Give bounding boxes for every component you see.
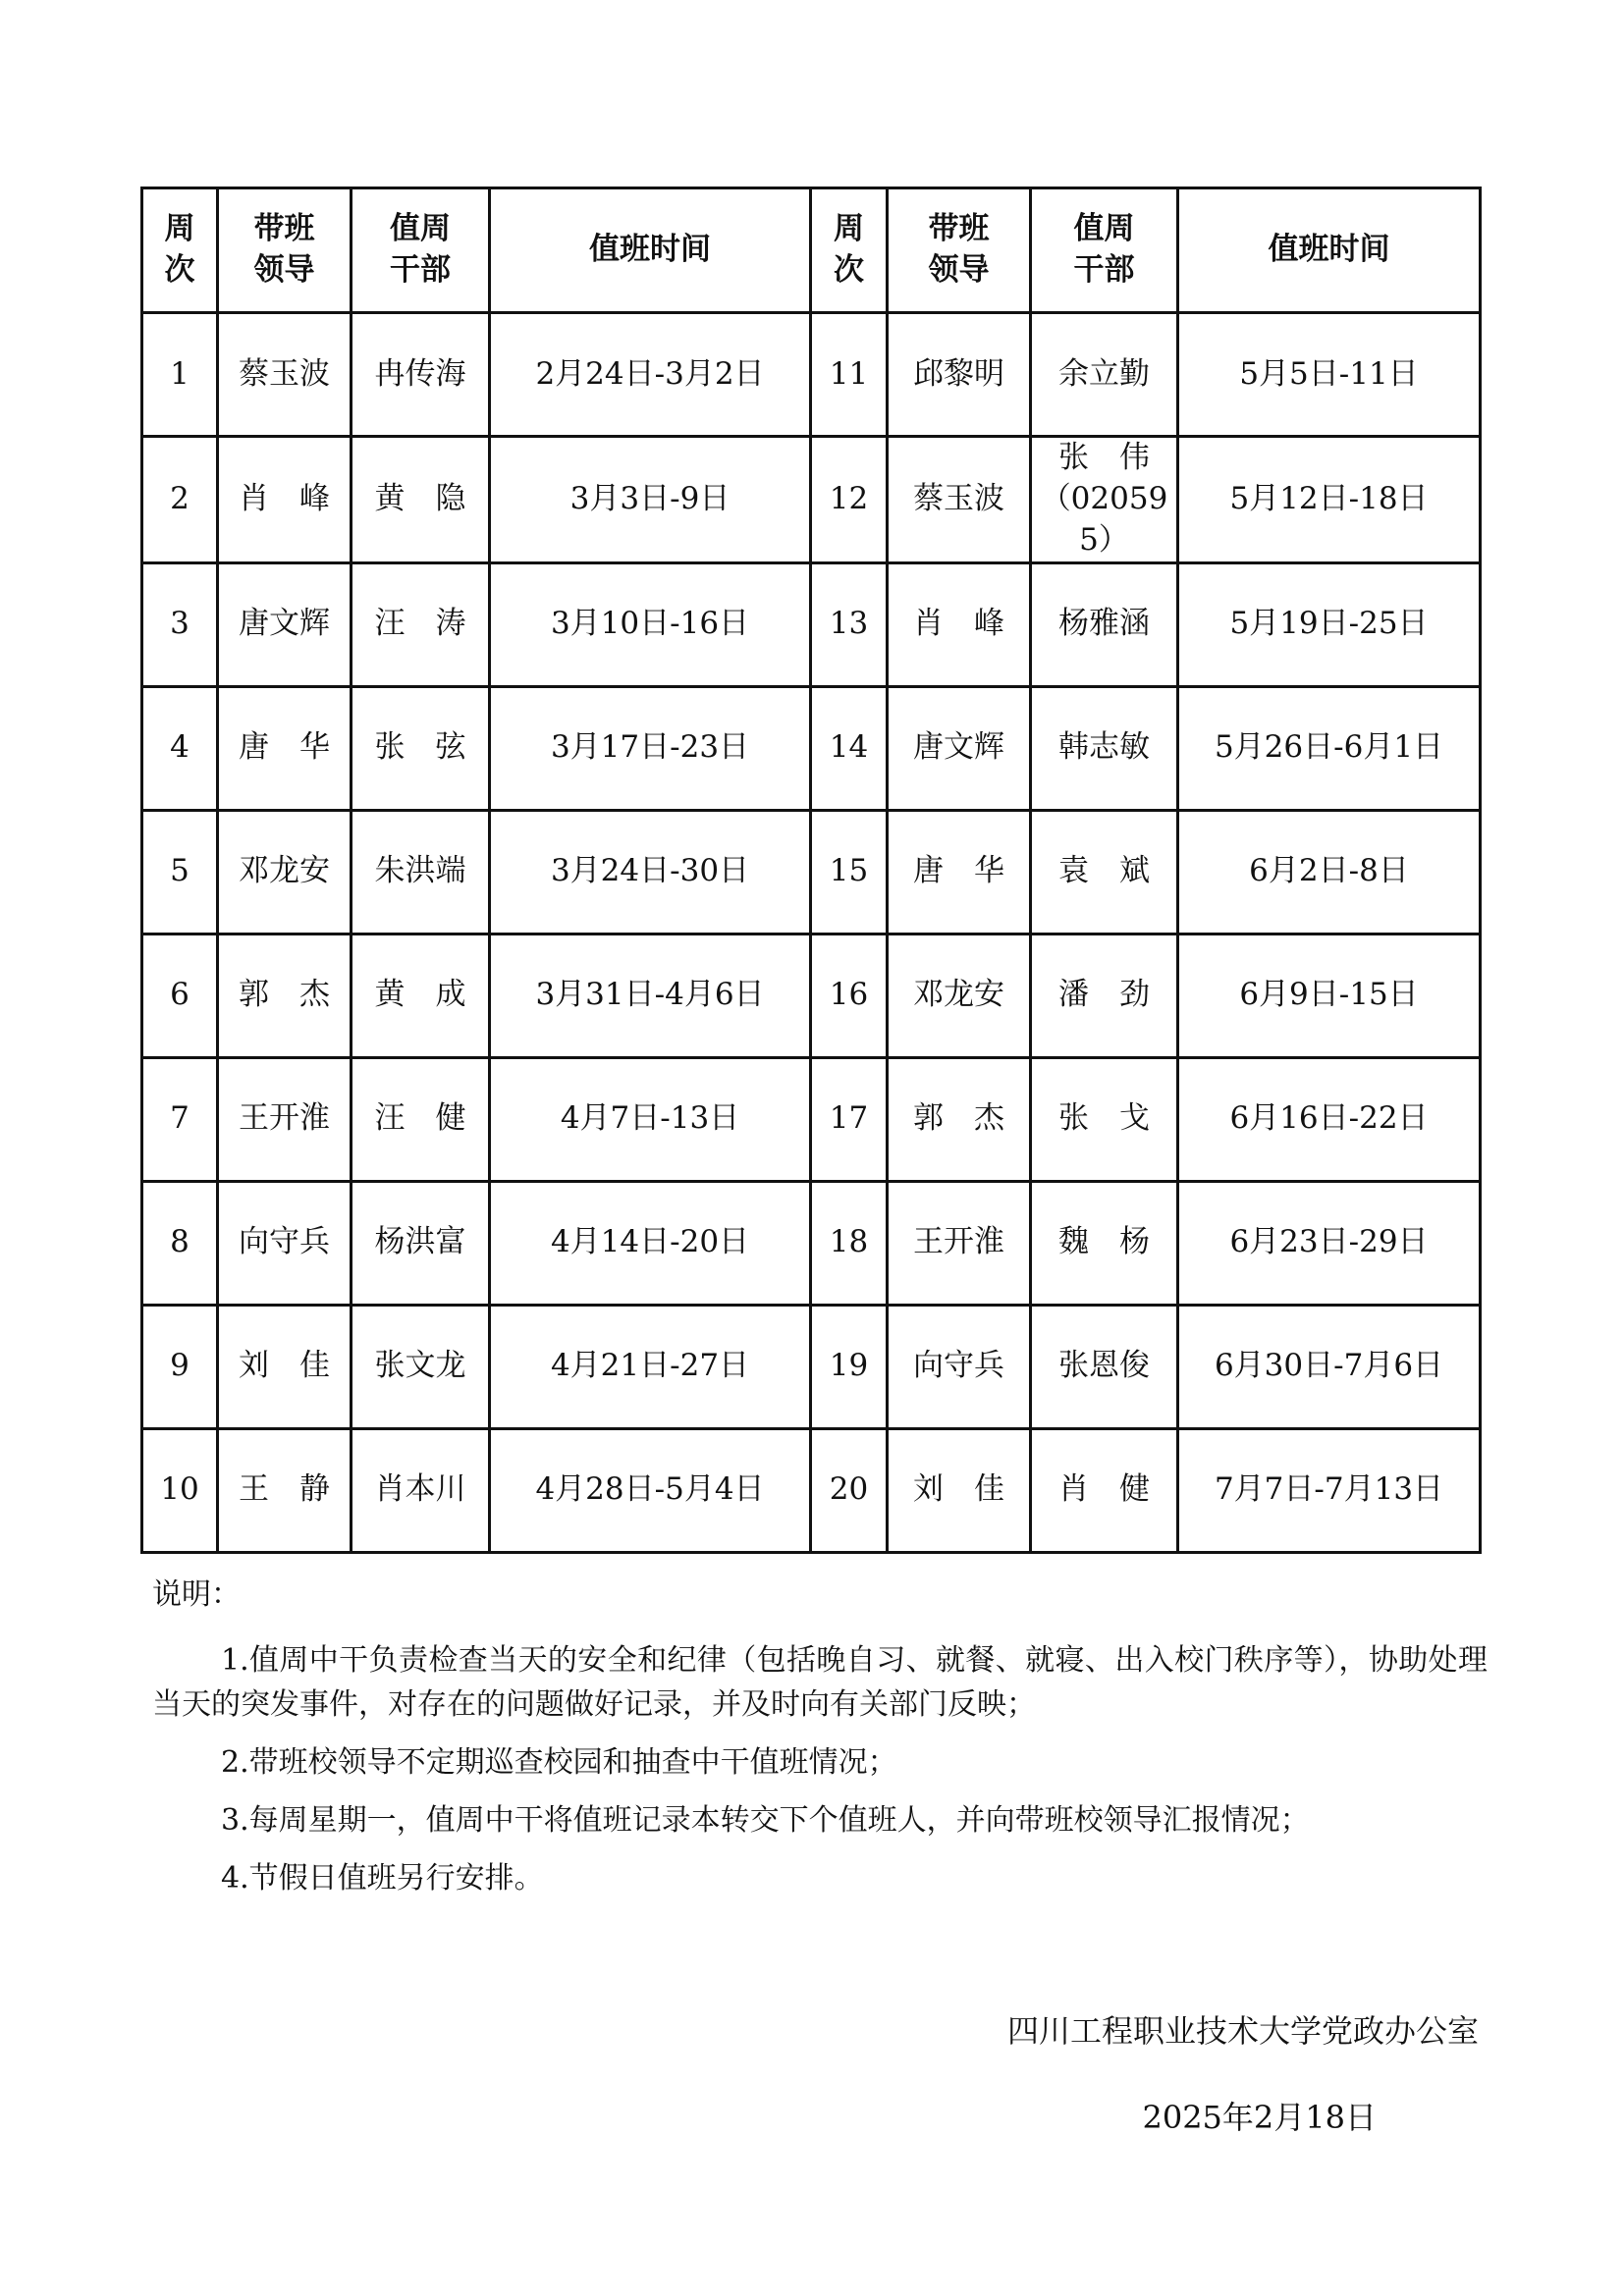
week-number: 8 — [170, 1224, 189, 1260]
duty-cadre-cell — [1031, 934, 1178, 1057]
duty-leader-cell — [218, 1428, 352, 1552]
table-row — [142, 1181, 1481, 1305]
duty-leader-cell — [218, 934, 352, 1057]
header-week-right — [811, 188, 888, 313]
duty-period: 3月24日-30日 — [550, 853, 750, 889]
duty-leader: 唐 华 — [913, 853, 1004, 889]
duty-leader-cell — [218, 313, 352, 437]
issue-date: 2025年2月18日 — [1142, 2099, 1377, 2136]
duty-leader: 刘 佳 — [913, 1471, 1004, 1508]
duty-period: 4月21日-27日 — [550, 1348, 750, 1384]
duty-leader-cell — [888, 810, 1031, 934]
duty-period: 4月28日-5月4日 — [535, 1471, 765, 1508]
week-number-cell — [142, 810, 218, 934]
week-number-cell — [811, 562, 888, 686]
notes-title: 说明： — [152, 1577, 241, 1612]
table-row — [142, 934, 1481, 1057]
duty-cadre-cell — [352, 1181, 490, 1305]
week-number-cell — [142, 1305, 218, 1428]
duty-cadre-cell — [1031, 686, 1178, 810]
header-label: 值班时间 — [1268, 232, 1390, 268]
duty-leader: 郭 杰 — [913, 1100, 1004, 1137]
week-number: 20 — [829, 1471, 869, 1508]
duty-period-cell — [490, 313, 811, 437]
duty-leader-cell — [218, 810, 352, 934]
duty-leader-cell — [888, 686, 1031, 810]
week-number-cell — [811, 313, 888, 437]
duty-period-cell — [1178, 934, 1481, 1057]
week-number-cell — [811, 1428, 888, 1552]
duty-cadre: 冉传海 — [374, 355, 466, 392]
duty-cadre: 黄 隐 — [374, 480, 466, 516]
duty-period-cell — [490, 686, 811, 810]
duty-period: 6月2日-8日 — [1249, 853, 1409, 889]
table-row — [142, 1428, 1481, 1552]
note-item-1: 1.值周中干负责检查当天的安全和纪律（包括晚自习、就餐、就寝、出入校门秩序等），协助处理当天的突发事件，对存在的问题做好记录，并及时向有关部门反映； — [152, 1643, 1488, 1722]
duty-cadre: 袁 斌 — [1058, 853, 1150, 889]
duty-cadre: 汪 健 — [374, 1100, 466, 1137]
duty-cadre-cell — [352, 810, 490, 934]
duty-period: 2月24日-3月2日 — [535, 355, 765, 392]
week-number: 19 — [829, 1348, 869, 1384]
duty-cadre: 肖本川 — [374, 1471, 466, 1508]
duty-period-cell — [490, 934, 811, 1057]
duty-leader: 邱黎明 — [913, 355, 1004, 392]
duty-period: 5月26日-6月1日 — [1214, 729, 1444, 766]
duty-cadre: 杨洪富 — [374, 1224, 466, 1260]
duty-leader: 唐 华 — [239, 729, 330, 766]
duty-cadre-cell — [352, 686, 490, 810]
week-number-cell — [811, 1181, 888, 1305]
note-item-2: 2.带班校领导不定期巡查校园和抽查中干值班情况； — [221, 1745, 897, 1780]
week-number-cell — [142, 1181, 218, 1305]
duty-cadre-cell — [1031, 313, 1178, 437]
duty-leader: 王开淮 — [239, 1100, 330, 1137]
duty-cadre: 肖 健 — [1058, 1471, 1150, 1508]
duty-leader-cell — [218, 437, 352, 563]
header-label: 带班 领导 — [253, 211, 315, 288]
duty-period: 4月7日-13日 — [560, 1100, 740, 1137]
duty-period: 3月31日-4月6日 — [535, 977, 765, 1013]
header-time-right — [1178, 188, 1481, 313]
duty-leader: 邓龙安 — [913, 977, 1004, 1013]
duty-cadre-cell — [352, 1305, 490, 1428]
duty-leader-cell — [888, 1305, 1031, 1428]
week-number: 5 — [170, 853, 189, 889]
week-number: 6 — [170, 977, 189, 1013]
duty-period-cell — [490, 1305, 811, 1428]
duty-leader-cell — [888, 1428, 1031, 1552]
duty-period-cell — [1178, 562, 1481, 686]
week-number: 1 — [170, 355, 189, 392]
duty-cadre-cell — [1031, 1181, 1178, 1305]
issuing-office: 四川工程职业技术大学党政办公室 — [1006, 2012, 1479, 2050]
week-number: 15 — [829, 853, 869, 889]
duty-cadre: 张 戈 — [1058, 1100, 1150, 1137]
duty-leader-cell — [218, 686, 352, 810]
duty-leader: 向守兵 — [913, 1348, 1004, 1384]
duty-period-cell — [1178, 1305, 1481, 1428]
duty-cadre-cell — [352, 1057, 490, 1181]
week-number: 3 — [170, 606, 189, 642]
week-number: 16 — [829, 977, 869, 1013]
duty-cadre: 韩志敏 — [1058, 729, 1150, 766]
duty-period-cell — [490, 1428, 811, 1552]
duty-period: 3月10日-16日 — [550, 606, 750, 642]
week-number: 17 — [829, 1100, 869, 1137]
duty-cadre: 潘 劲 — [1058, 977, 1150, 1013]
duty-period: 5月5日-11日 — [1239, 355, 1419, 392]
duty-cadre-cell — [1031, 1305, 1178, 1428]
note-item-4: 4.节假日值班另行安排。 — [221, 1861, 544, 1896]
header-cadre-right — [1031, 188, 1178, 313]
duty-schedule-table — [140, 187, 1482, 1554]
duty-leader: 邓龙安 — [239, 853, 330, 889]
header-cadre-left — [352, 188, 490, 313]
table-row — [142, 562, 1481, 686]
duty-cadre: 张 弦 — [374, 729, 466, 766]
week-number-cell — [142, 437, 218, 563]
week-number-cell — [811, 1057, 888, 1181]
week-number-cell — [811, 686, 888, 810]
duty-period: 6月23日-29日 — [1229, 1224, 1429, 1260]
week-number: 13 — [829, 606, 869, 642]
duty-period: 6月16日-22日 — [1229, 1100, 1429, 1137]
duty-leader: 唐文辉 — [239, 606, 330, 642]
duty-cadre-cell — [1031, 437, 1178, 563]
table-body — [142, 313, 1481, 1553]
duty-leader: 王开淮 — [913, 1224, 1004, 1260]
header-leader-left — [218, 188, 352, 313]
week-number-cell — [811, 1305, 888, 1428]
duty-period-cell — [1178, 313, 1481, 437]
duty-period: 6月30日-7月6日 — [1214, 1348, 1444, 1384]
duty-cadre: 汪 涛 — [374, 606, 466, 642]
week-number-cell — [811, 810, 888, 934]
header-label: 周 次 — [834, 211, 864, 288]
table-row — [142, 1305, 1481, 1428]
notes-section — [152, 1573, 1488, 1914]
week-number-cell — [142, 686, 218, 810]
week-number: 4 — [170, 729, 189, 766]
duty-leader: 唐文辉 — [913, 729, 1004, 766]
duty-period-cell — [490, 810, 811, 934]
duty-period-cell — [490, 437, 811, 563]
duty-leader-cell — [218, 1057, 352, 1181]
week-number: 7 — [170, 1100, 189, 1137]
header-label: 值班时间 — [589, 232, 711, 268]
duty-cadre-cell — [1031, 562, 1178, 686]
duty-leader: 向守兵 — [239, 1224, 330, 1260]
duty-cadre: 张文龙 — [374, 1348, 466, 1384]
table-row — [142, 686, 1481, 810]
duty-cadre-cell — [352, 934, 490, 1057]
duty-cadre-cell — [352, 1428, 490, 1552]
header-leader-right — [888, 188, 1031, 313]
week-number: 9 — [170, 1348, 189, 1384]
duty-leader: 蔡玉波 — [239, 355, 330, 392]
header-time-left — [490, 188, 811, 313]
week-number: 2 — [170, 480, 189, 516]
duty-leader-cell — [888, 313, 1031, 437]
document-footer — [1007, 2007, 1479, 2141]
duty-cadre: 张 伟 （02059 5） — [1040, 440, 1168, 558]
table-row — [142, 313, 1481, 437]
week-number: 11 — [829, 355, 869, 392]
duty-cadre-cell — [352, 313, 490, 437]
duty-leader: 郭 杰 — [239, 977, 330, 1013]
week-number: 14 — [829, 729, 869, 766]
table-row — [142, 810, 1481, 934]
duty-cadre: 张恩俊 — [1058, 1348, 1150, 1384]
header-label: 值周 干部 — [390, 211, 451, 288]
duty-period-cell — [490, 1057, 811, 1181]
duty-period-cell — [1178, 686, 1481, 810]
duty-leader-cell — [218, 1305, 352, 1428]
header-week-left — [142, 188, 218, 313]
duty-period-cell — [1178, 1057, 1481, 1181]
duty-cadre: 黄 成 — [374, 977, 466, 1013]
duty-leader-cell — [888, 562, 1031, 686]
duty-period: 5月12日-18日 — [1229, 480, 1429, 516]
duty-cadre-cell — [1031, 810, 1178, 934]
duty-cadre: 朱洪端 — [374, 853, 466, 889]
duty-leader-cell — [888, 1057, 1031, 1181]
week-number: 10 — [160, 1471, 199, 1508]
header-label: 周 次 — [164, 211, 195, 288]
duty-cadre-cell — [1031, 1428, 1178, 1552]
duty-cadre: 余立勤 — [1058, 355, 1150, 392]
duty-period-cell — [1178, 810, 1481, 934]
note-item-3: 3.每周星期一，值周中干将值班记录本转交下个值班人，并向带班校领导汇报情况； — [221, 1803, 1310, 1838]
week-number-cell — [142, 313, 218, 437]
duty-cadre: 杨雅涵 — [1058, 606, 1150, 642]
duty-cadre: 魏 杨 — [1058, 1224, 1150, 1260]
duty-period: 3月17日-23日 — [550, 729, 750, 766]
duty-period-cell — [1178, 1428, 1481, 1552]
week-number-cell — [142, 562, 218, 686]
duty-period-cell — [490, 1181, 811, 1305]
duty-period-cell — [490, 562, 811, 686]
duty-cadre-cell — [352, 562, 490, 686]
table-row — [142, 1057, 1481, 1181]
duty-cadre-cell — [1031, 1057, 1178, 1181]
duty-leader: 刘 佳 — [239, 1348, 330, 1384]
duty-leader-cell — [888, 934, 1031, 1057]
week-number-cell — [142, 934, 218, 1057]
duty-period: 3月3日-9日 — [569, 480, 731, 516]
header-label: 值周 干部 — [1073, 211, 1135, 288]
week-number: 12 — [829, 480, 869, 516]
duty-period: 7月7日-7月13日 — [1214, 1471, 1444, 1508]
duty-leader: 蔡玉波 — [913, 480, 1004, 516]
duty-cadre-cell — [352, 437, 490, 563]
duty-leader-cell — [218, 1181, 352, 1305]
duty-leader: 肖 峰 — [913, 606, 1004, 642]
duty-leader-cell — [888, 1181, 1031, 1305]
duty-period-cell — [1178, 1181, 1481, 1305]
duty-period-cell — [1178, 437, 1481, 563]
header-label: 带班 领导 — [928, 211, 990, 288]
table-header-row — [142, 188, 1481, 313]
week-number-cell — [142, 1057, 218, 1181]
duty-leader-cell — [218, 562, 352, 686]
duty-leader: 王 静 — [239, 1471, 330, 1508]
duty-leader: 肖 峰 — [239, 480, 330, 516]
table-row — [142, 437, 1481, 563]
duty-period: 5月19日-25日 — [1229, 606, 1429, 642]
duty-period: 4月14日-20日 — [550, 1224, 750, 1260]
duty-period: 6月9日-15日 — [1239, 977, 1419, 1013]
duty-leader-cell — [888, 437, 1031, 563]
week-number-cell — [811, 934, 888, 1057]
week-number: 18 — [829, 1224, 869, 1260]
week-number-cell — [811, 437, 888, 563]
week-number-cell — [142, 1428, 218, 1552]
